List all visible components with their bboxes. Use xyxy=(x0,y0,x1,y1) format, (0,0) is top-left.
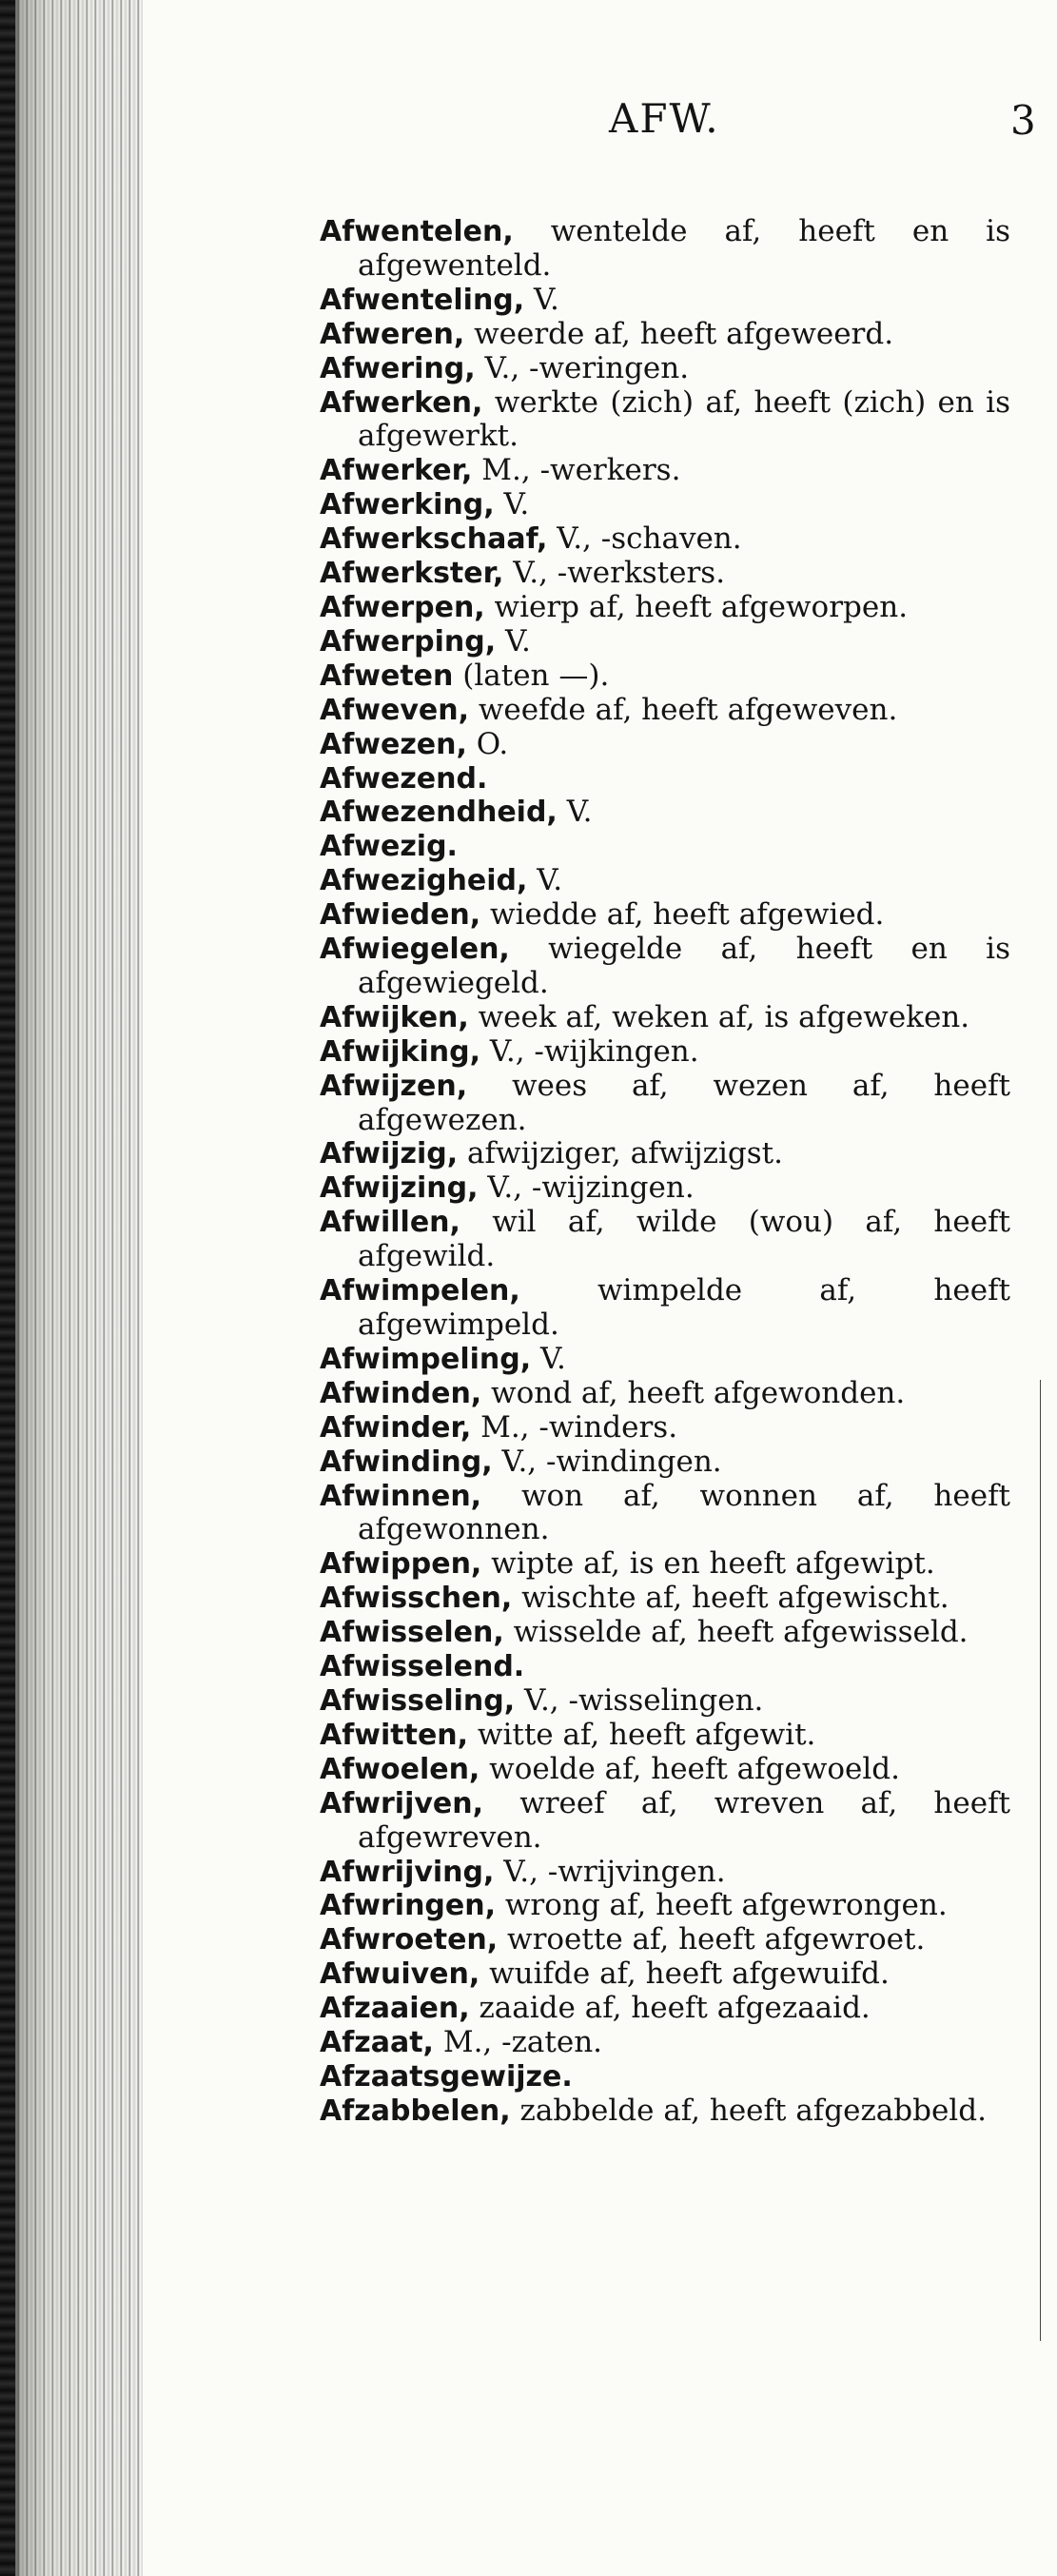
entry-headword: Afwezen, xyxy=(320,727,467,761)
entry-definition: M., -zaten. xyxy=(433,2025,603,2060)
entry-definition: V., -wrijvingen. xyxy=(494,1854,726,1889)
entry-definition: afwijziger, afwijzigst. xyxy=(458,1136,783,1171)
entry-headword: Afwentelen, xyxy=(320,215,514,248)
entry-definition: wimpelde af, heeft afgewimpeld. xyxy=(358,1273,1010,1342)
entry-headword: Afwoelen, xyxy=(320,1752,480,1786)
dictionary-entry xyxy=(320,1856,1010,1890)
entry-definition: weerde af, heeft afgeweerd. xyxy=(464,316,894,351)
entry-definition: won af, wonnen af, heeft afgewonnen. xyxy=(358,1478,1010,1547)
entry-definition: (laten —). xyxy=(453,658,610,693)
entry-definition: weefde af, heeft afgeweven. xyxy=(469,692,898,727)
entry-headword: Afwimpelen, xyxy=(320,1274,520,1308)
dictionary-entry xyxy=(320,284,1010,318)
dictionary-entry xyxy=(320,1377,1010,1411)
dictionary-entry xyxy=(320,1547,1010,1582)
page-header xyxy=(0,95,1057,152)
dictionary-entry xyxy=(320,1582,1010,1616)
entry-definition: week af, weken af, is afgeweken. xyxy=(468,999,970,1034)
entry-headword: Afwijken, xyxy=(320,1000,469,1034)
entry-definition: woelde af, heeft afgewoeld. xyxy=(480,1751,900,1786)
entry-definition: V., -wijkingen. xyxy=(480,1033,699,1069)
entry-definition: wreef af, wreven af, heeft afgewreven. xyxy=(358,1785,1010,1855)
entry-definition: wisselde af, heeft afgewisseld. xyxy=(503,1615,969,1650)
dictionary-entry xyxy=(320,1923,1010,1957)
dictionary-entry xyxy=(320,215,1010,284)
entry-definition: wierp af, heeft afgeworpen. xyxy=(484,589,909,624)
entry-definition: O. xyxy=(466,726,509,761)
dictionary-entry xyxy=(320,625,1010,659)
entry-headword: Afwijzing, xyxy=(320,1171,479,1206)
entry-headword: Afwinding, xyxy=(320,1445,493,1479)
dictionary-entry xyxy=(320,1343,1010,1377)
dictionary-entry xyxy=(320,762,1010,796)
dictionary-entry xyxy=(320,454,1010,488)
entry-definition: M., -winders. xyxy=(471,1409,678,1445)
entry-headword: Afwuiven, xyxy=(320,1957,480,1992)
entry-definition: V. xyxy=(524,282,559,317)
entry-headword: Afwerking, xyxy=(320,488,495,522)
entry-headword: Afwezendheid, xyxy=(320,796,558,830)
entry-headword: Afwinder, xyxy=(320,1410,472,1445)
dictionary-entry xyxy=(320,1684,1010,1719)
dictionary-entry xyxy=(320,352,1010,386)
dictionary-entry xyxy=(320,2060,1010,2094)
entry-headword: Afwisseling, xyxy=(320,1683,516,1718)
entry-headword: Afwroeten, xyxy=(320,1923,499,1957)
entry-headword: Afweren, xyxy=(320,317,465,351)
entry-headword: Afwezigheid, xyxy=(320,864,528,898)
dictionary-entry xyxy=(320,1171,1010,1206)
entry-headword: Afzabbelen, xyxy=(320,2094,511,2128)
entry-definition: V., -schaven. xyxy=(547,521,742,557)
column-rule xyxy=(1040,1380,1041,2341)
dictionary-entry xyxy=(320,1137,1010,1171)
entry-headword: Afwrijving, xyxy=(320,1855,495,1889)
dictionary-entry xyxy=(320,2094,1010,2129)
entry-headword: Afwenteling, xyxy=(320,283,525,317)
entry-headword: Afwerken, xyxy=(320,385,483,420)
dictionary-entry-list xyxy=(320,215,1010,2129)
dictionary-entry xyxy=(320,488,1010,522)
entry-definition: M., -werkers. xyxy=(472,453,681,488)
entry-definition: wrong af, heeft afgewrongen. xyxy=(496,1888,948,1923)
entry-definition: V. xyxy=(527,863,563,898)
dictionary-entry xyxy=(320,694,1010,728)
entry-headword: Afwijzen, xyxy=(320,1069,468,1103)
dictionary-entry xyxy=(320,1650,1010,1684)
entry-headword: Afwezig. xyxy=(320,830,458,864)
entry-headword: Afwisselen, xyxy=(320,1616,504,1650)
dictionary-entry xyxy=(320,591,1010,625)
entry-headword: Afwimpeling, xyxy=(320,1342,532,1376)
entry-definition: zaaide af, heeft afgezaaid. xyxy=(469,1991,871,2026)
entry-definition: wipte af, is en heeft afgewipt. xyxy=(481,1546,935,1582)
dictionary-entry xyxy=(320,1957,1010,1992)
entry-headword: Afwiegelen, xyxy=(320,933,510,967)
dictionary-entry xyxy=(320,864,1010,898)
dictionary-entry xyxy=(320,386,1010,455)
entry-definition: V., -weringen. xyxy=(475,350,690,385)
dictionary-entry xyxy=(320,1616,1010,1650)
entry-headword: Afwezend. xyxy=(320,761,488,796)
entry-definition: wond af, heeft afgewonden. xyxy=(481,1375,906,1410)
dictionary-entry xyxy=(320,1787,1010,1856)
entry-definition: wiegelde af, heeft en is afgewiegeld. xyxy=(358,932,1010,1000)
dictionary-entry xyxy=(320,1480,1010,1548)
dictionary-entry xyxy=(320,933,1010,1001)
book-spine-shadow xyxy=(0,0,15,2576)
entry-headword: Afwrijven, xyxy=(320,1786,484,1820)
entry-headword: Afwinnen, xyxy=(320,1479,482,1513)
dictionary-entry xyxy=(320,659,1010,694)
entry-headword: Afwisschen, xyxy=(320,1582,513,1616)
dictionary-entry xyxy=(320,1992,1010,2026)
entry-definition: V., -werksters. xyxy=(503,556,726,591)
entry-definition: wiedde af, heeft afgewied. xyxy=(480,897,885,933)
dictionary-entry xyxy=(320,522,1010,557)
entry-definition: wroette af, heeft afgewroet. xyxy=(498,1922,926,1957)
dictionary-entry xyxy=(320,2026,1010,2060)
entry-definition: wentelde af, heeft en is afgewenteld. xyxy=(358,214,1010,283)
dictionary-entry xyxy=(320,898,1010,933)
entry-definition: V., -windingen. xyxy=(492,1444,722,1479)
entry-headword: Afwieden, xyxy=(320,898,481,933)
entry-headword: Afwerkschaaf, xyxy=(320,522,548,557)
entry-definition: V. xyxy=(494,487,530,522)
entry-headword: Afwinden, xyxy=(320,1376,482,1410)
entry-headword: Afwisselend. xyxy=(320,1650,525,1684)
dictionary-entry xyxy=(320,830,1010,864)
entry-definition: wees af, wezen af, heeft afgewezen. xyxy=(358,1068,1010,1137)
entry-definition: wischte af, heeft afgewischt. xyxy=(512,1581,949,1616)
entry-definition: witte af, heeft afgewit. xyxy=(468,1717,816,1752)
entry-definition: V., -wijzingen. xyxy=(478,1170,695,1206)
entry-headword: Afwringen, xyxy=(320,1889,496,1923)
entry-headword: Afweten xyxy=(320,659,454,693)
dictionary-entry xyxy=(320,1001,1010,1035)
entry-headword: Afzaat, xyxy=(320,2026,434,2060)
dictionary-entry xyxy=(320,1889,1010,1923)
entry-definition: V. xyxy=(496,623,531,659)
dictionary-entry xyxy=(320,1753,1010,1787)
dictionary-entry xyxy=(320,1445,1010,1480)
book-binding-edge xyxy=(0,0,143,2576)
entry-headword: Afwippen, xyxy=(320,1547,482,1582)
entry-headword: Afwerpen, xyxy=(320,590,485,624)
dictionary-entry xyxy=(320,1411,1010,1445)
entry-headword: Afwerker, xyxy=(320,454,473,488)
dictionary-entry xyxy=(320,728,1010,762)
entry-headword: Afwillen, xyxy=(320,1206,460,1240)
dictionary-entry xyxy=(320,1206,1010,1274)
entry-definition: V., -wisselingen. xyxy=(515,1682,764,1718)
entry-headword: Afwerping, xyxy=(320,624,497,659)
entry-headword: Afzaatsgewijze. xyxy=(320,2059,573,2094)
page-number: 3 xyxy=(1010,97,1036,144)
dictionary-entry xyxy=(320,796,1010,830)
entry-definition: werkte (zich) af, heeft (zich) en is afgewerkt. xyxy=(358,384,1010,454)
entry-definition: zabbelde af, heeft afgezabbeld. xyxy=(510,2093,987,2128)
entry-headword: Afweven, xyxy=(320,693,469,727)
entry-headword: Afwerkster, xyxy=(320,557,504,591)
entry-definition: V. xyxy=(531,1341,566,1376)
entry-headword: Afwijzig, xyxy=(320,1137,459,1171)
entry-headword: Afwering, xyxy=(320,351,476,385)
entry-definition: wuifde af, heeft afgewuifd. xyxy=(480,1957,890,1992)
dictionary-entry xyxy=(320,1035,1010,1070)
entry-headword: Afwitten, xyxy=(320,1718,469,1752)
dictionary-entry xyxy=(320,1719,1010,1753)
dictionary-entry xyxy=(320,318,1010,352)
entry-definition: V. xyxy=(557,795,593,830)
entry-headword: Afwijking, xyxy=(320,1034,481,1069)
dictionary-entry xyxy=(320,1070,1010,1138)
entry-headword: Afzaaien, xyxy=(320,1992,470,2026)
entry-definition: wil af, wilde (wou) af, heeft afgewild. xyxy=(358,1205,1010,1274)
running-head: AFW. xyxy=(609,95,720,142)
dictionary-entry xyxy=(320,557,1010,591)
dictionary-entry xyxy=(320,1274,1010,1343)
